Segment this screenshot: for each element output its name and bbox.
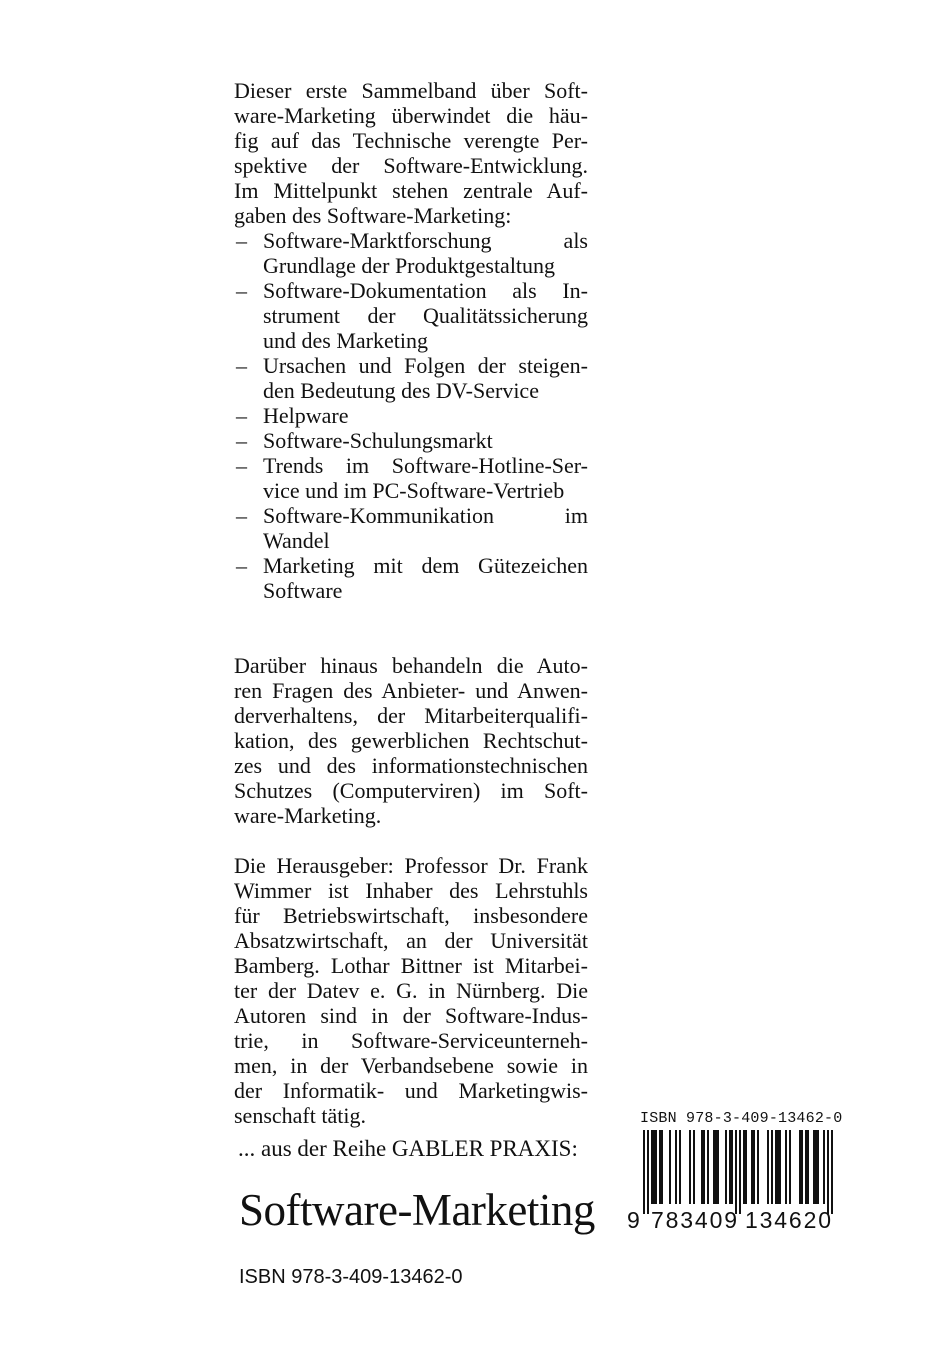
barcode-bar bbox=[735, 1130, 737, 1214]
dash-bullet: – bbox=[236, 403, 247, 428]
barcode-bar bbox=[707, 1130, 709, 1204]
barcode-bar bbox=[753, 1130, 755, 1204]
topic-line: Helpware bbox=[263, 403, 349, 428]
text-line: Absatzwirtschaft, an der Universität bbox=[234, 928, 588, 953]
text-line: ware-Marketing. bbox=[234, 803, 382, 828]
barcode-bar bbox=[717, 1130, 719, 1204]
barcode-bar bbox=[745, 1130, 747, 1204]
text-line: kation, des gewerblichen Rechtschut- bbox=[234, 728, 588, 753]
barcode-bar bbox=[751, 1130, 753, 1204]
topic-line: Software-Schulungsmarkt bbox=[263, 428, 493, 453]
dash-bullet: – bbox=[236, 453, 247, 478]
topic-line: den Bedeutung des DV-Service bbox=[263, 378, 539, 403]
topic-item bbox=[234, 228, 588, 278]
text-line: fig auf das Technische verengte Per- bbox=[234, 128, 588, 153]
barcode-bar bbox=[655, 1130, 657, 1204]
topic-line: strument der Qualitätssicherung bbox=[263, 303, 588, 328]
isbn-text: ISBN 978-3-409-13462-0 bbox=[239, 1266, 463, 1288]
barcode-bar bbox=[653, 1130, 655, 1204]
blurb-column bbox=[234, 78, 588, 1128]
barcode-bar bbox=[701, 1130, 703, 1204]
topic-line: Software bbox=[263, 578, 343, 603]
series-line: ... aus der Reihe GABLER PRAXIS: bbox=[238, 1136, 578, 1161]
barcode-bar bbox=[775, 1130, 777, 1204]
topic-line: Software-Dokumentation als In- bbox=[263, 278, 588, 303]
barcode-bar bbox=[831, 1130, 833, 1214]
topic-line: und des Marketing bbox=[263, 328, 428, 353]
spacer bbox=[234, 628, 588, 653]
topic-item bbox=[234, 353, 588, 403]
text-line: Darüber hinaus behandeln die Auto- bbox=[234, 653, 588, 678]
barcode-bar bbox=[729, 1130, 731, 1204]
barcode-bar bbox=[799, 1130, 801, 1204]
barcode-bar bbox=[823, 1130, 825, 1204]
text-line: für Betriebswirtschaft, insbesondere bbox=[234, 903, 588, 928]
barcode-bar bbox=[651, 1130, 653, 1204]
intro-paragraph bbox=[234, 78, 588, 228]
editors-paragraph bbox=[234, 853, 588, 1128]
text-line: ter der Datev e. G. in Nürnberg. Die bbox=[234, 978, 588, 1003]
barcode-bar bbox=[689, 1130, 691, 1204]
text-line: Im Mittelpunkt stehen zentrale Auf- bbox=[234, 178, 588, 203]
barcode bbox=[625, 1110, 855, 1230]
barcode-bar bbox=[789, 1130, 791, 1204]
topic-line: Grundlage der Produktgestaltung bbox=[263, 253, 556, 278]
topic-item bbox=[234, 503, 588, 553]
text-line: ware-Marketing überwindet die häu- bbox=[234, 103, 588, 128]
text-line: gaben des Software-Marketing: bbox=[234, 203, 512, 228]
book-title: Software-Marketing bbox=[239, 1185, 595, 1235]
topic-item bbox=[234, 278, 588, 353]
topic-item bbox=[234, 553, 588, 603]
topic-item bbox=[234, 403, 588, 428]
barcode-bar bbox=[785, 1130, 787, 1204]
text-line: zes und des informationstechnischen bbox=[234, 753, 588, 778]
barcode-bar bbox=[703, 1130, 705, 1204]
topic-line: Ursachen und Folgen der steigen- bbox=[263, 353, 588, 378]
topic-line: Marketing mit dem Gütezeichen bbox=[263, 553, 588, 578]
barcode-bar bbox=[647, 1130, 649, 1214]
barcode-bar bbox=[777, 1130, 779, 1204]
topic-line: Software-Marktforschung als bbox=[263, 228, 588, 253]
topic-line: Trends im Software-Hotline-Ser- bbox=[263, 453, 588, 478]
barcode-bar bbox=[805, 1130, 807, 1204]
text-line: Autoren sind in der Software-Indus- bbox=[234, 1003, 588, 1028]
barcode-bar bbox=[679, 1130, 681, 1204]
barcode-lead-digit: 9 bbox=[627, 1207, 640, 1230]
barcode-bar bbox=[817, 1130, 819, 1204]
barcode-bar bbox=[693, 1130, 695, 1204]
topic-item bbox=[234, 453, 588, 503]
topic-list bbox=[234, 228, 588, 603]
barcode-bar bbox=[713, 1130, 715, 1204]
barcode-bar bbox=[827, 1130, 829, 1214]
text-line: der Informatik- und Marketingwis- bbox=[234, 1078, 588, 1103]
text-line: derverhaltens, der Mitarbeiterqualifi- bbox=[234, 703, 588, 728]
ean13-barcode bbox=[625, 1130, 855, 1230]
text-line: Wimmer ist Inhaber des Lehrstuhls bbox=[234, 878, 588, 903]
dash-bullet: – bbox=[236, 428, 247, 453]
text-line: ren Fragen des Anbieter- und Anwen- bbox=[234, 678, 588, 703]
barcode-bar bbox=[815, 1130, 817, 1204]
text-line: men, in der Verbandsebene sowie in bbox=[234, 1053, 588, 1078]
barcode-bar bbox=[739, 1130, 741, 1214]
text-line: spektive der Software-Entwicklung. bbox=[234, 153, 588, 178]
barcode-bar bbox=[743, 1130, 745, 1204]
barcode-bar bbox=[669, 1130, 671, 1204]
dash-bullet: – bbox=[236, 553, 247, 578]
barcode-bar bbox=[757, 1130, 759, 1204]
barcode-bar bbox=[801, 1130, 803, 1204]
dash-bullet: – bbox=[236, 353, 247, 378]
barcode-bar bbox=[661, 1130, 663, 1204]
barcode-left-digits: 783409 bbox=[651, 1207, 737, 1230]
barcode-bar bbox=[659, 1130, 661, 1204]
topic-item bbox=[234, 428, 588, 453]
spacer bbox=[234, 603, 588, 628]
barcode-bar bbox=[767, 1130, 769, 1204]
text-line: Bamberg. Lothar Bittner ist Mitarbei- bbox=[234, 953, 588, 978]
spacer bbox=[234, 828, 588, 853]
barcode-bar bbox=[813, 1130, 815, 1204]
dash-bullet: – bbox=[236, 503, 247, 528]
dash-bullet: – bbox=[236, 278, 247, 303]
barcode-bar bbox=[643, 1130, 645, 1214]
barcode-bar bbox=[725, 1130, 727, 1204]
barcode-bar bbox=[715, 1130, 717, 1204]
barcode-right-digits: 134620 bbox=[745, 1207, 831, 1230]
second-paragraph bbox=[234, 653, 588, 828]
barcode-bar bbox=[675, 1130, 677, 1204]
topic-line: vice und im PC-Software-Vertrieb bbox=[263, 478, 565, 503]
topic-line: Software-Kommunikation im bbox=[263, 503, 588, 528]
topic-line: Wandel bbox=[263, 528, 330, 553]
barcode-bar bbox=[779, 1130, 781, 1204]
text-line: Dieser erste Sammelband über Soft- bbox=[234, 78, 588, 103]
dash-bullet: – bbox=[236, 228, 247, 253]
barcode-bar bbox=[807, 1130, 809, 1204]
barcode-isbn-label: ISBN 978-3-409-13462-0 bbox=[640, 1110, 843, 1127]
text-line: Die Herausgeber: Professor Dr. Frank bbox=[234, 853, 588, 878]
barcode-bar bbox=[731, 1130, 733, 1204]
text-line: senschaft tätig. bbox=[234, 1103, 366, 1128]
text-line: Schutzes (Computerviren) im Soft- bbox=[234, 778, 588, 803]
text-line: trie, in Software-Serviceunterneh- bbox=[234, 1028, 588, 1053]
barcode-bar bbox=[771, 1130, 773, 1204]
